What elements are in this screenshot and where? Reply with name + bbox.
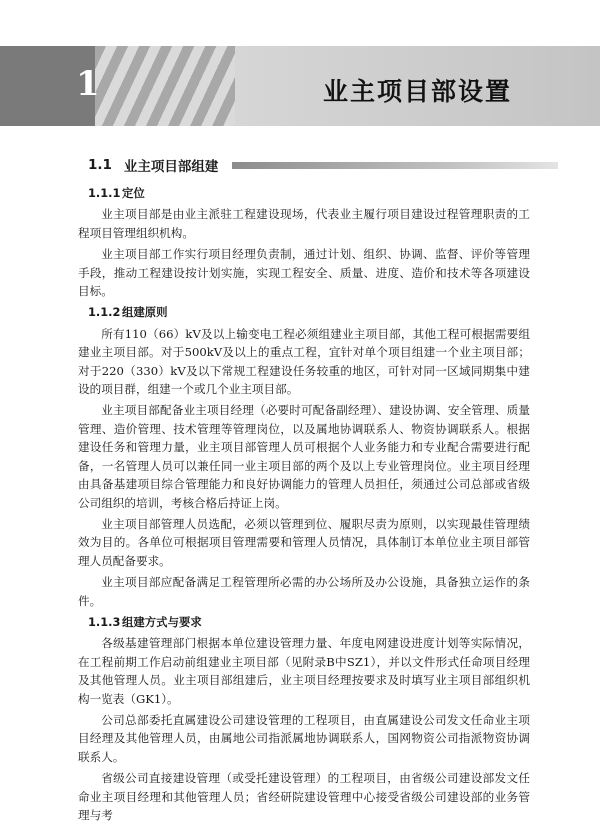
chapter-number: 1 <box>76 64 100 104</box>
subsection-heading-1 <box>88 184 530 202</box>
section-heading <box>88 154 558 176</box>
paragraph: 省级公司直接建设管理（或受托建设管理）的工程项目，由省级公司建设部发文任命业主项目经理和其他管理人员；省经研院建设管理中心接受省级公司建设部的业务管理与考 <box>78 771 530 822</box>
paragraph: 所有110（66）kV及以上输变电工程必须组建业主项目部，其他工程可根据需要组建业主项目部。对于500kV及以上的重点工程，宜针对单个项目组建一个业主项目部；对于220（330）kV及以下常规工程建设任务较重的地区，可针对同一区域同期集中建设的项目群，组建一个或几个业主项目部。 <box>78 326 530 397</box>
paragraph: 业主项目部管理人员选配，必须以管理到位、履职尽责为原则，以实现最佳管理绩效为目的。各单位可根据项目管理需要和管理人员情况，具体制订本单位业主项目部管理人员配备要求。 <box>78 516 530 568</box>
section-number: 1.1 <box>88 157 112 173</box>
subsection-title: 组建方式与要求 <box>122 614 202 629</box>
paragraph: 业主项目部是由业主派驻工程建设现场，代表业主履行项目建设过程管理职责的工程项目管理组织机构。 <box>78 207 530 240</box>
chapter-title: 业主项目部设置 <box>322 77 512 106</box>
subsection-number: 1.1.2 <box>88 305 121 320</box>
paragraph: 业主项目部工作实行项目经理负责制，通过计划、组织、协调、监督、评价等管理手段，推动工程建设按计划实施，实现工程安全、质量、进度、造价和技术等各项建设目标。 <box>78 247 530 299</box>
page-body <box>78 182 530 827</box>
chapter-banner <box>0 46 600 126</box>
section-title: 业主项目部组建 <box>123 159 219 175</box>
section-rule-bar <box>232 162 558 169</box>
subsection-number: 1.1.3 <box>88 614 121 629</box>
subsection-title: 定位 <box>122 186 145 200</box>
subsection-title: 组建原则 <box>122 305 168 320</box>
paragraph: 业主项目部应配备满足工程管理所必需的办公场所及办公设施，具备独立运作的条件。 <box>78 575 530 608</box>
subsection-heading-2 <box>88 303 530 321</box>
paragraph: 业主项目部配备业主项目经理（必要时可配备副经理）、建设协调、安全管理、质量管理、造价管理、技术管理等管理岗位，以及属地协调联系人、物资协调联系人。根据建设任务和管理力量，业主项目部管理人员可根据个人业务能力和专业配合需要进行配备，一名管理人员可以兼任同一业主项目部的两个及以上专业管理岗位。业主项目经理由具备基建项目综合管理能力和良好协调能力的管理人员担任，须通过公司总部或省级公司组织的培训，考核合格后持证上岗。 <box>78 403 530 510</box>
subsection-number: 1.1.1 <box>88 186 121 200</box>
paragraph: 各级基建管理部门根据本单位建设管理力量、年度电网建设进度计划等实际情况，在工程前期工作启动前组建业主项目部（见附录B中SZ1），并以文件形式任命项目经理及其他管理人员。业主项目部组建后，业主项目经理按要求及时填写业主项目部组织机构一览表（GK1）。 <box>78 636 530 706</box>
banner-stripes <box>95 46 235 126</box>
subsection-heading-3 <box>88 613 530 631</box>
paragraph: 公司总部委托直属建设公司建设管理的工程项目，由直属建设公司发文任命业主项目经理及其他管理人员，由属地公司指派属地协调联系人，国网物资公司指派物资协调联系人。 <box>78 712 530 764</box>
